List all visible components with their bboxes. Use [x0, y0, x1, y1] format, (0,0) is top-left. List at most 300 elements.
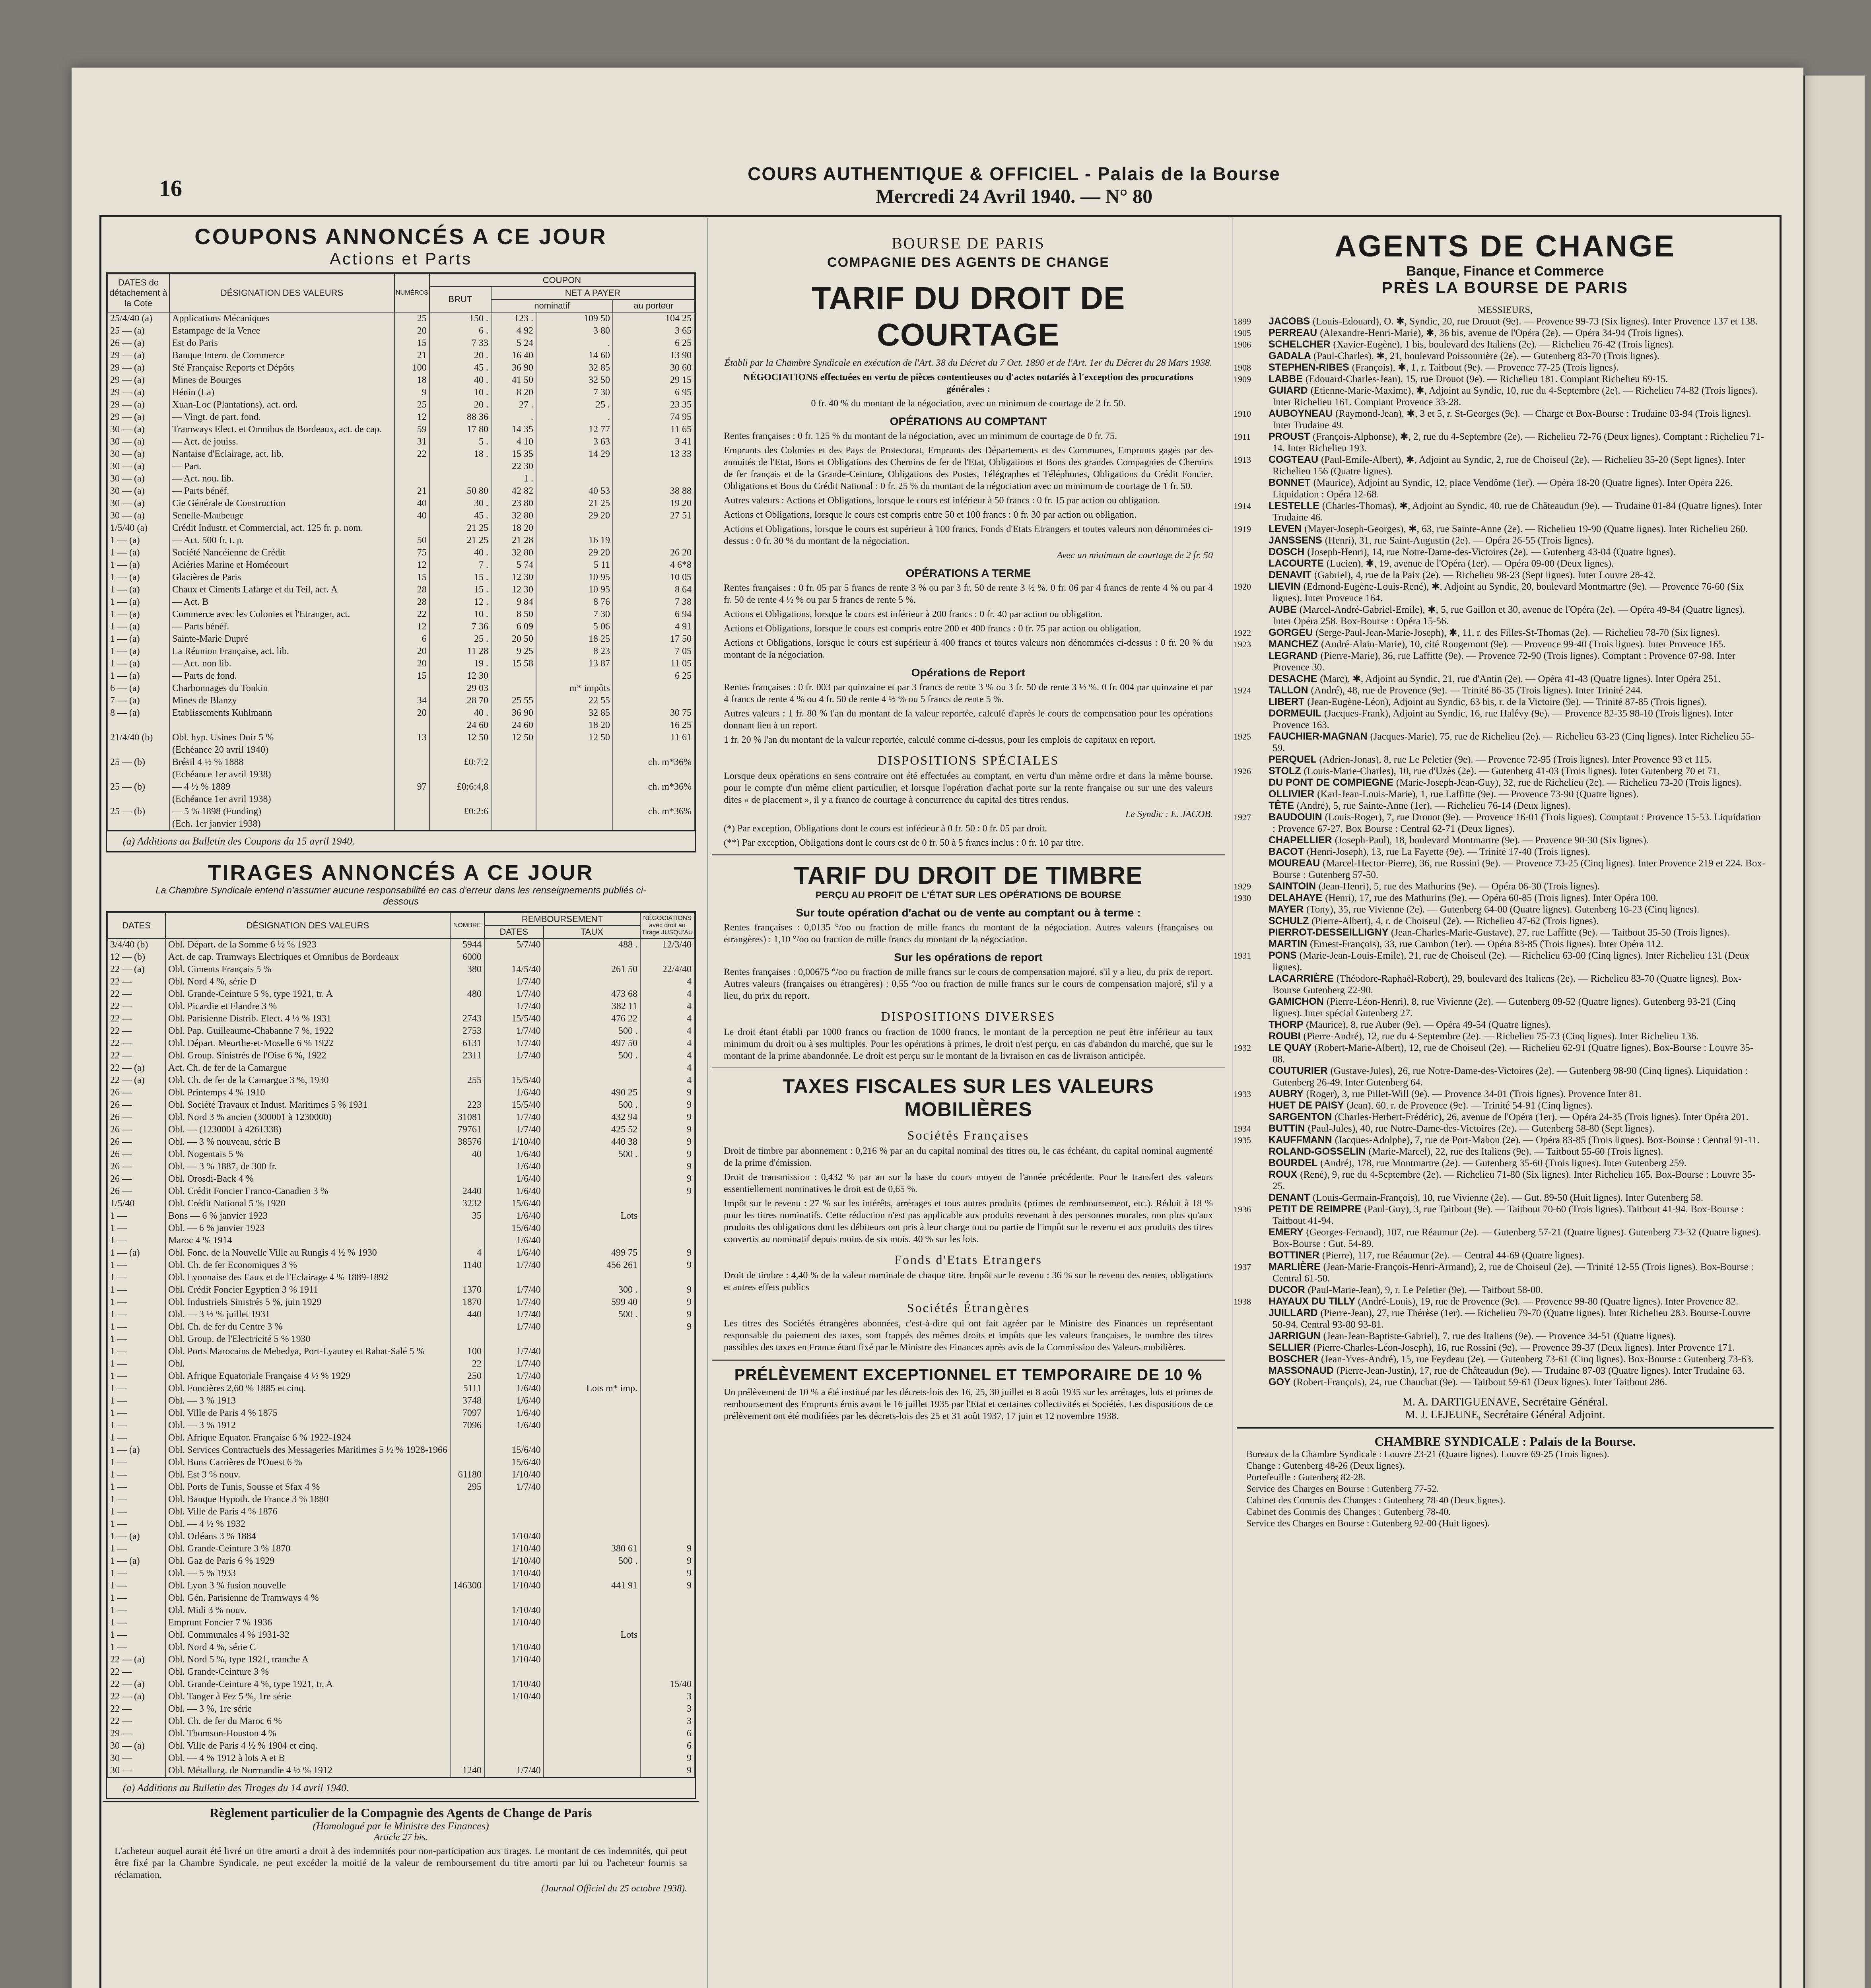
table-cell: — Parts bénéf. [169, 485, 394, 497]
table-cell: 3 [640, 1715, 694, 1728]
table-cell: 9 [640, 1136, 694, 1148]
table-cell [484, 951, 544, 963]
table-cell: 1 — (a) [107, 584, 169, 596]
table-cell: 28 [394, 584, 429, 596]
table-cell [450, 1592, 484, 1604]
table-cell [640, 1345, 694, 1358]
tirage-row [107, 963, 694, 976]
timbre-section: Sur les opérations de report [894, 951, 1043, 963]
tirage-row [107, 1345, 694, 1358]
table-cell: 1 — [107, 1222, 165, 1235]
table-cell: Estampage de la Vence [169, 325, 394, 337]
tirage-row [107, 976, 694, 988]
agent-name: HUET DE PAISY [1269, 1100, 1347, 1111]
table-cell: 22/4/40 [640, 963, 694, 976]
table-cell [640, 1395, 694, 1407]
table-cell: 4 [640, 1074, 694, 1087]
table-cell [544, 1333, 640, 1345]
table-cell: 35 [450, 1210, 484, 1222]
agent-year: 1924 [1234, 685, 1251, 695]
coupon-row [107, 670, 694, 682]
table-cell [544, 1530, 640, 1543]
table-cell [394, 793, 429, 806]
table-cell: Obl. — 5 % 1933 [165, 1567, 450, 1580]
agent-name: LACARRIÈRE [1269, 973, 1337, 984]
agent-details: (Marie-Joseph-Jean-Guy), 32, rue de Richelieu (2e). — Richelieu 73-20 (Trois lignes). [1396, 777, 1742, 788]
table-cell: 100 [394, 362, 429, 374]
chambre-line: Bureaux de la Chambre Syndicale : Louvre 23-21 (Quatre lignes). Louvre 69-25 (Trois lignes). [1246, 1449, 1609, 1460]
table-cell: 9 [640, 1111, 694, 1124]
table-cell: 13 87 [536, 658, 613, 670]
table-cell: 11 05 [613, 658, 694, 670]
table-cell [450, 1530, 484, 1543]
table-cell: 12 [394, 559, 429, 571]
table-cell [544, 1272, 640, 1284]
agent-details: (Maurice), 8, rue Auber (9e). — Opéra 49-54 (Quatre lignes). [1306, 1019, 1551, 1030]
table-cell [544, 1592, 640, 1604]
table-cell: 3 65 [613, 325, 694, 337]
table-cell: 1/6/40 [484, 1185, 544, 1198]
table-cell: Nantaise d'Eclairage, act. lib. [169, 448, 394, 460]
agent-entry [1269, 1111, 1766, 1123]
tirage-row [107, 1456, 694, 1469]
table-cell [450, 1506, 484, 1518]
tirage-row [107, 1062, 694, 1074]
coupon-row [107, 436, 694, 448]
timbre-text: Rentes françaises : 0,00675 °/oo ou fraction de mille francs sur le cours de compensation majoré, s'il y a lieu, du prix de report. Autres valeurs (françaises ou étrangères) : 0,55 °/oo ou fraction de mille francs sur le cours de compensation majoré, s'il y a lieu, du prix du report. [724, 967, 1213, 1001]
reglement-subtitle: (Homologué par le Ministre des Finances) [313, 1820, 489, 1832]
agent-name: PIERROT-DESSEILLIGNY [1269, 927, 1391, 938]
table-cell: 31 [394, 436, 429, 448]
agent-details: (Marcel-Hector-Pierre), 36, rue Rossini (9e). — Provence 73-25 (Cinq lignes). Inter Provence 219 et 224. Box-Bourse : Gutenberg 57-50. [1273, 858, 1766, 880]
table-cell: 1/5/40 (a) [107, 522, 169, 534]
agent-details: (Paul-Guy), 3, rue Taitbout (9e). — Taitbout 70-60 (Trois lignes). Taitbout 41-94. Box-Bourse : Taitbout 41-94. [1273, 1204, 1744, 1226]
tirage-row [107, 1641, 694, 1654]
chambre-line: Portefeuille : Gutenberg 82-28. [1246, 1472, 1366, 1483]
table-cell: Obl. Crédit National 5 % 1920 [165, 1198, 450, 1210]
table-cell: — Part. [169, 460, 394, 473]
agent-name: PROUST [1269, 431, 1313, 442]
courtage-neg-rate: 0 fr. 40 % du montant de la négociation, avec un minimum de courtage de 2 fr. 50. [811, 398, 1126, 409]
tirage-row [107, 1691, 694, 1703]
agent-name: BACOT [1269, 846, 1307, 857]
agent-entry [1234, 627, 1766, 639]
table-cell: 1 — (a) [107, 1247, 165, 1259]
agent-entry [1269, 1284, 1766, 1296]
reglement-title: Règlement particulier de la Compagnie des Agents de Change de Paris [210, 1806, 592, 1820]
table-cell: 1/7/40 [484, 976, 544, 988]
table-cell [484, 1272, 544, 1284]
tirage-row [107, 1715, 694, 1728]
agent-name: DENANT [1269, 1192, 1313, 1203]
agent-year: 1931 [1234, 951, 1251, 961]
table-cell [394, 473, 429, 485]
table-cell: 1 . [491, 473, 536, 485]
table-cell: 1/10/40 [484, 1543, 544, 1555]
table-cell: 50 [394, 534, 429, 547]
table-cell: 1 — [107, 1641, 165, 1654]
table-cell: 30 60 [613, 362, 694, 374]
agent-name: SELLIER [1269, 1342, 1313, 1353]
table-cell: 29 — (a) [107, 386, 169, 399]
agent-details: (François), ✱, 1, r. Taitbout (9e). — Provence 77-25 (Trois lignes). [1352, 362, 1619, 373]
table-cell: 3 [640, 1691, 694, 1703]
agent-entry [1269, 846, 1766, 858]
table-cell: 30 — (a) [107, 485, 169, 497]
table-cell: 123 . [491, 312, 536, 325]
agents-sub1: Banque, Finance et Commerce [1406, 264, 1604, 279]
table-cell: 12 30 [491, 571, 536, 584]
table-cell: 19 . [429, 658, 491, 670]
coupon-row [107, 645, 694, 658]
table-cell [544, 1752, 640, 1765]
table-cell: 1 — [107, 1345, 165, 1358]
table-cell: Société Nancéienne de Crédit [169, 547, 394, 559]
table-cell [450, 1555, 484, 1567]
table-cell: Obl. Industriels Sinistrés 5 %, juin 1929 [165, 1296, 450, 1309]
agent-details: (Charles-Herbert-Frédéric), 26, avenue de l'Opéra (1er). — Opéra 24-35 (Trois lignes). Inter Opéra 201. [1335, 1112, 1749, 1122]
left-column [103, 218, 699, 1988]
table-cell [450, 1629, 484, 1641]
table-cell: 26 — [107, 1173, 165, 1185]
table-cell [429, 818, 491, 830]
table-cell: 22 [450, 1358, 484, 1370]
coupon-row [107, 325, 694, 337]
table-cell: 9 84 [491, 596, 536, 608]
tirage-row [107, 1740, 694, 1752]
agent-details: (Jacques-Adolphe), 7, rue de Port-Mahon (2e). — Opéra 83-85 (Trois lignes). Box-Bourse : Central 91-11. [1335, 1135, 1760, 1145]
agent-name: SAINTOIN [1269, 881, 1319, 892]
table-cell: Obl. Ports Marocains de Mehedya, Port-Lyautey et Rabat-Salé 5 % [165, 1345, 450, 1358]
coupon-row [107, 682, 694, 695]
table-cell: Obl. Départ. Meurthe-et-Moselle 6 % 1922 [165, 1037, 450, 1050]
table-cell: 7096 [450, 1419, 484, 1432]
agent-entry [1234, 950, 1766, 973]
tirage-row [107, 1247, 694, 1259]
coupon-row [107, 719, 694, 732]
table-cell: 10 05 [613, 571, 694, 584]
table-cell: Emprunt Foncier 7 % 1936 [165, 1617, 450, 1629]
agent-year: 1905 [1234, 328, 1251, 338]
agent-details: (Ernest-François), 33, rue Cambon (1er). — Opéra 83-85 (Trois lignes). Inter Opéra 112. [1310, 939, 1664, 949]
table-cell: 490 25 [544, 1087, 640, 1099]
table-cell [484, 1703, 544, 1715]
table-cell: 15 [394, 670, 429, 682]
agent-year: 1933 [1234, 1089, 1251, 1099]
table-cell: 9 [640, 1321, 694, 1333]
agent-year: 1911 [1234, 432, 1251, 442]
table-cell: Obl. — 4 % 1912 à lots A et B [165, 1752, 450, 1765]
agent-entry [1269, 1100, 1766, 1111]
table-cell: — Parts bénéf. [169, 621, 394, 633]
agent-name: COUTURIER [1269, 1065, 1331, 1076]
table-cell [544, 1765, 640, 1777]
table-cell: 15 [394, 337, 429, 349]
table-cell: 6000 [450, 951, 484, 963]
table-cell [544, 1641, 640, 1654]
table-cell [544, 1235, 640, 1247]
table-cell [544, 1678, 640, 1691]
table-cell: 1 — [107, 1629, 165, 1641]
agent-entry [1234, 1134, 1766, 1146]
terme-text: Actions et Obligations, lorsque le cours est supérieur à 400 francs et toutes valeurs non dénommées ci-dessus : 0 fr. 20 % du montant de la négociation. [724, 638, 1213, 660]
agent-entry [1234, 362, 1766, 373]
table-cell: 30 — (a) [107, 448, 169, 460]
table-cell: 4 [640, 1037, 694, 1050]
agent-entry [1234, 1204, 1766, 1227]
table-cell: 9 25 [491, 645, 536, 658]
table-cell: Obl. Fonc. de la Nouvelle Ville au Rungis 4 ½ % 1930 [165, 1247, 450, 1259]
table-cell: 500 . [544, 1050, 640, 1062]
agent-year: 1936 [1234, 1204, 1251, 1214]
agent-name: LABBE [1269, 373, 1306, 384]
agent-name: LIEVIN [1269, 581, 1304, 592]
agent-entry [1269, 1065, 1766, 1088]
col-header: NÉGOCIATIONS avec droit au Tirage JUSQU'AU [640, 913, 694, 938]
table-cell: 1 — [107, 1604, 165, 1617]
table-cell [484, 1728, 544, 1740]
tirage-row [107, 1173, 694, 1185]
table-cell [536, 793, 613, 806]
agent-details: (Joseph-Paul), 18, boulevard Montmartre (9e). — Provence 90-30 (Six lignes). [1335, 835, 1649, 846]
table-cell: 1/6/40 [484, 1087, 544, 1099]
table-cell: 1/10/40 [484, 1469, 544, 1481]
table-cell [640, 1198, 694, 1210]
agent-name: GADALA [1269, 350, 1313, 361]
coupon-row [107, 312, 694, 325]
table-cell: 26 — [107, 1111, 165, 1124]
table-cell: 32 85 [536, 707, 613, 719]
table-cell: (Echéance 1er avril 1938) [169, 793, 394, 806]
agent-details: (André), 5, rue Sainte-Anne (1er). — Richelieu 76-14 (Deux lignes). [1296, 800, 1570, 811]
table-cell: 31081 [450, 1111, 484, 1124]
table-cell: 4 [640, 1013, 694, 1025]
table-cell: Obl. Services Contractuels des Messageries Maritimes 5 ½ % 1928-1966 [165, 1444, 450, 1456]
table-cell: 32 80 [491, 510, 536, 522]
agent-year: 1909 [1234, 374, 1251, 384]
agent-details: (Pierre-André), 12, rue du 4-Septembre (2e). — Richelieu 75-73 (Cinq lignes). Inter Richelieu 136. [1303, 1031, 1699, 1042]
table-cell: 12 50 [536, 732, 613, 744]
table-cell [394, 806, 429, 818]
table-cell: 45 . [429, 362, 491, 374]
table-cell: 13 [394, 732, 429, 744]
table-cell: 1/7/40 [484, 1296, 544, 1309]
table-cell: Obl. Crédit Foncier Franco-Canadien 3 % [165, 1185, 450, 1198]
col-header: DÉSIGNATION DES VALEURS [169, 274, 394, 312]
table-cell: Sté Française Reports et Dépôts [169, 362, 394, 374]
table-cell: 1 — [107, 1358, 165, 1370]
tirages-subtitle: La Chambre Syndicale entend n'assumer aucune responsabilité en cas d'erreur dans les renseignements publiés ci-dessous [155, 885, 646, 907]
agent-details: (Louis-Germain-François), 10, rue Vivienne (2e). — Gut. 89-50 (Huit lignes). Inter Gutenberg 58. [1313, 1192, 1704, 1203]
table-cell: 4 [640, 1062, 694, 1074]
table-cell: 5944 [450, 938, 484, 951]
table-cell [536, 806, 613, 818]
table-cell: 26 — [107, 1161, 165, 1173]
report-text: Autres valeurs : 1 fr. 80 % l'an du montant de la valeur reportée, calculé d'après le cours de compensation pour les opérations donnant lieu à un report. [724, 709, 1213, 731]
table-cell: 25 [394, 312, 429, 325]
agent-entry [1269, 696, 1766, 708]
table-cell: Glacières de Paris [169, 571, 394, 584]
agent-name: PERREAU [1269, 327, 1320, 338]
table-cell [450, 1000, 484, 1013]
coupon-row [107, 349, 694, 362]
syndic-signature: Le Syndic : E. JACOB. [1125, 809, 1213, 819]
table-cell: 10 95 [536, 584, 613, 596]
signature: M. J. LEJEUNE, Secrétaire Général Adjoint. [1405, 1409, 1605, 1421]
table-cell: 9 [640, 1567, 694, 1580]
agent-name: DU PONT DE COMPIEGNE [1269, 777, 1396, 788]
table-cell: Obl. Orosdi-Back 4 % [165, 1173, 450, 1185]
agent-entry [1234, 812, 1766, 835]
table-cell: 1/10/40 [484, 1604, 544, 1617]
table-cell: Bons — 6 % janvier 1923 [165, 1210, 450, 1222]
agent-entry [1269, 788, 1766, 800]
coupon-row [107, 695, 694, 707]
table-cell: 23 35 [613, 399, 694, 411]
table-cell: 10 . [429, 386, 491, 399]
tirage-row [107, 1592, 694, 1604]
col-header: DATES [107, 913, 165, 938]
table-cell: 21 25 [429, 534, 491, 547]
table-cell: 295 [450, 1481, 484, 1493]
table-cell: Chaux et Ciments Lafarge et du Teil, act. A [169, 584, 394, 596]
reglement-text: L'acheteur auquel aurait été livré un titre amorti a droit à des indemnités pour non-participation aux tirages. Le montant de ces indemnités, qui peut être fixé par la Chambre Syndicale, ne peut excéder la moitié de la valeur de remboursement du titre amorti par lui ou l'acheteur fournis sa réclamation. [115, 1846, 687, 1880]
agent-name: BOURDEL [1269, 1157, 1321, 1169]
table-cell: 1 — [107, 1567, 165, 1580]
table-cell: 1 — [107, 1235, 165, 1247]
table-cell: 1 — (a) [107, 633, 169, 645]
agent-name: DENAVIT [1269, 569, 1314, 580]
table-cell: 26 — [107, 1185, 165, 1198]
tirage-row [107, 951, 694, 963]
coupons-table [106, 272, 696, 852]
table-cell [544, 1370, 640, 1382]
footnote: (*) Par exception, Obligations dont le cours est inférieur à 0 fr. 50 : 0 fr. 05 par droit. [724, 823, 1047, 834]
table-cell: 15/5/40 [484, 1013, 544, 1025]
table-cell: Obl. hyp. Usines Doir 5 % [169, 732, 394, 744]
table-cell: Obl. Nogentais 5 % [165, 1148, 450, 1161]
agent-year: 1922 [1234, 628, 1251, 638]
table-cell [450, 1161, 484, 1173]
tirage-row [107, 1025, 694, 1037]
table-cell: 6 09 [491, 621, 536, 633]
taxes-section: Fonds d'Etats Etrangers [894, 1252, 1042, 1267]
agent-name: LEVEN [1269, 523, 1305, 534]
table-cell: Act. de cap. Tramways Electriques et Omnibus de Bordeaux [165, 951, 450, 963]
agent-entry [1269, 835, 1766, 846]
table-cell: 12 30 [491, 584, 536, 596]
agent-entry [1269, 858, 1766, 881]
timbre-subtitle: PERÇU AU PROFIT DE L'ÉTAT SUR LES OPÉRATIONS DE BOURSE [815, 890, 1121, 901]
table-cell: 27 51 [613, 510, 694, 522]
table-cell: 25 [394, 399, 429, 411]
terme-text: Rentes françaises : 0 fr. 05 par 5 francs de rente 3 % ou par 3 fr. 50 de rente 3 ½ %. 0 fr. 06 par 4 francs de rente 4 % ou par 4 fr. 50 de rente 4 ½ % ou par 5 francs de rente 5 %. [724, 583, 1213, 605]
table-cell [640, 1666, 694, 1678]
tirage-row [107, 1358, 694, 1370]
table-cell: 40 [450, 1148, 484, 1161]
table-cell [484, 1493, 544, 1506]
table-cell [107, 719, 169, 732]
agent-entry [1269, 938, 1766, 950]
table-cell: 1 — [107, 1493, 165, 1506]
table-cell [640, 1382, 694, 1395]
table-cell [450, 1087, 484, 1099]
coupons-note: (a) Additions au Bulletin des Coupons du 15 avril 1940. [107, 830, 695, 851]
table-cell: 1 — (a) [107, 1555, 165, 1567]
table-cell [450, 1666, 484, 1678]
table-cell: 22 [394, 608, 429, 621]
table-cell [640, 1358, 694, 1370]
table-cell [544, 1419, 640, 1432]
agent-details: (Marie-Jean-Louis-Emile), 21, rue de Choiseul (2e). — Richelieu 63-00 (Cinq lignes). Inter Richelieu 131 (Deux lignes). [1273, 950, 1750, 973]
table-cell: — Act. de jouiss. [169, 436, 394, 448]
coupon-row [107, 411, 694, 423]
agent-entry [1234, 431, 1766, 454]
table-cell: 5 11 [536, 559, 613, 571]
agent-entry [1269, 1330, 1766, 1342]
table-cell: 476 22 [544, 1013, 640, 1025]
agent-name: GAMICHON [1269, 996, 1327, 1007]
coupon-row [107, 818, 694, 830]
table-cell: 500 . [544, 1025, 640, 1037]
agent-details: (Louis-Edouard), O. ✱, Syndic, 20, rue Drouot (9e). — Provence 99-73 (Six lignes). Inter Provence 137 et 138. [1313, 316, 1758, 327]
table-cell: 1/10/40 [484, 1691, 544, 1703]
coupon-row [107, 534, 694, 547]
table-cell: 28 [394, 596, 429, 608]
tirage-row [107, 1703, 694, 1715]
tirage-row [107, 1617, 694, 1629]
table-cell: 40 . [429, 707, 491, 719]
coupon-row [107, 423, 694, 436]
agent-name: LESTELLE [1269, 500, 1322, 511]
agent-details: (André-Louis), 19, rue de Provence (9e). — Provence 99-80 (Quatre lignes). Inter Provence 82. [1358, 1296, 1739, 1307]
agent-year: 1914 [1234, 501, 1251, 511]
coupons-title: COUPONS ANNONCÉS A CE JOUR [194, 224, 607, 249]
agent-name: DORMEUIL [1269, 708, 1324, 719]
coupon-row [107, 732, 694, 744]
tirage-row [107, 1321, 694, 1333]
tirage-row [107, 1333, 694, 1345]
table-cell [544, 1654, 640, 1666]
agent-entry [1234, 339, 1766, 350]
tirage-row [107, 1432, 694, 1444]
table-cell [484, 1432, 544, 1444]
timbre-text: Le droit étant établi par 1000 francs ou fraction de 1000 francs, le montant de la perception ne peut être inférieur au taux minimum du droit ou à ses multiples. Pour les opérations à primes, le droit n'est perçu, en cas d'abandon du marché, que sur le montant de la prime abandonnée. Le droit est perçu sur le montant de la livraison en cas de livraison anticipée. [724, 1027, 1213, 1061]
table-cell: £0:2:6 [429, 806, 491, 818]
table-cell: 15/5/40 [484, 1074, 544, 1087]
agent-details: (Pierre-Marie), 36, rue Laffitte (9e). — Provence 72-90 (Trois lignes). Comptant : Provence 07-98. Inter Provence 30. [1273, 650, 1736, 673]
table-cell: 3 63 [536, 436, 613, 448]
agent-entry [1269, 927, 1766, 938]
timbre-text: Rentes françaises : 0,0135 °/oo ou fraction de mille francs du montant de la négociation. Autres valeurs (françaises ou étrangères) : 1,10 °/oo ou fraction de mille francs du montant de la négociation. [724, 922, 1213, 945]
table-cell: 29 — (a) [107, 399, 169, 411]
agent-entry [1269, 1146, 1766, 1157]
table-cell: 1 — [107, 1481, 165, 1493]
table-cell: 22 — [107, 988, 165, 1000]
table-cell: Etablissements Kuhlmann [169, 707, 394, 719]
tirages-note: (a) Additions au Bulletin des Tirages du 14 avril 1940. [107, 1777, 695, 1798]
prelevement-title: PRÉLÈVEMENT EXCEPTIONNEL ET TEMPORAIRE DE 10 % [734, 1366, 1203, 1384]
agent-year: 1935 [1234, 1135, 1251, 1145]
table-cell: 1240 [450, 1765, 484, 1777]
agent-year: 1927 [1234, 812, 1251, 822]
table-cell [484, 1629, 544, 1641]
chambre-line: Service des Charges en Bourse : Gutenberg 77-52. [1246, 1484, 1439, 1494]
table-cell: 261 50 [544, 963, 640, 976]
table-cell: 22 30 [491, 460, 536, 473]
table-cell: 11 61 [613, 732, 694, 744]
table-cell: 425 52 [544, 1124, 640, 1136]
